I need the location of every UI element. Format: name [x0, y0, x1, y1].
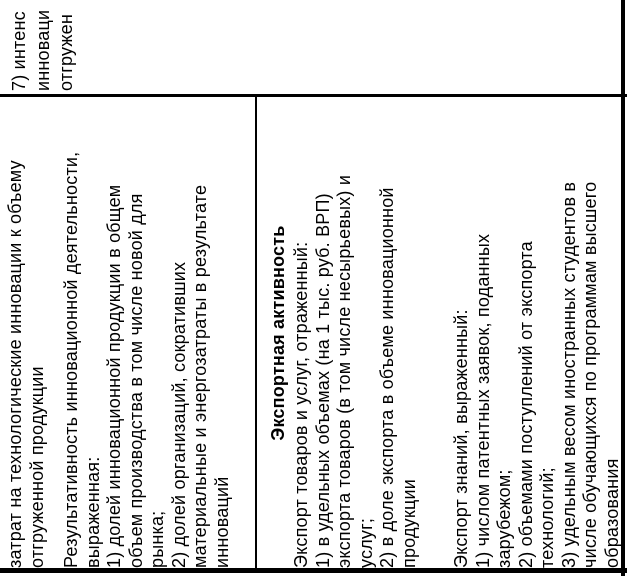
cell-export-activity	[257, 98, 627, 568]
export-activity-heading: Экспортная активность	[268, 225, 288, 441]
table-column-separator	[0, 94, 627, 97]
export-goods-paragraph: Экспорт товаров и услуг, отраженный: 1) в удельных объемах (на 1 тыс. руб. ВРП) экспорта товаров (в том числе несырьевых) и услуг; 2) в доле экспорта в объеме инновационной продукции	[291, 174, 419, 568]
cell-prev-row-truncated-fragment: 7) интенс инноваци отгружен	[9, 9, 76, 91]
cell-innovation-effectiveness	[0, 98, 260, 568]
effectiveness-paragraph: Результативность инновационной деятельности, выраженная: 1) долей инновационной продукции в общем объем производства в том числе новой для рынка; 2) долей организаций, сокративших материальные и энергозатраты в результате инноваций	[61, 151, 232, 568]
export-knowledge-paragraph: Экспорт знаний, выраженный: 1) числом патентных заявок, поданных зарубежом; 2) объемами поступлений от экспорта технологий; 3) удельным весом иностранных студентов в числе обучающихся по программам высшего образования	[451, 181, 622, 568]
table-left-border	[0, 568, 627, 573]
continuation-paragraph: затрат на технологические инновации к объему отгруженной продукции	[5, 160, 47, 568]
